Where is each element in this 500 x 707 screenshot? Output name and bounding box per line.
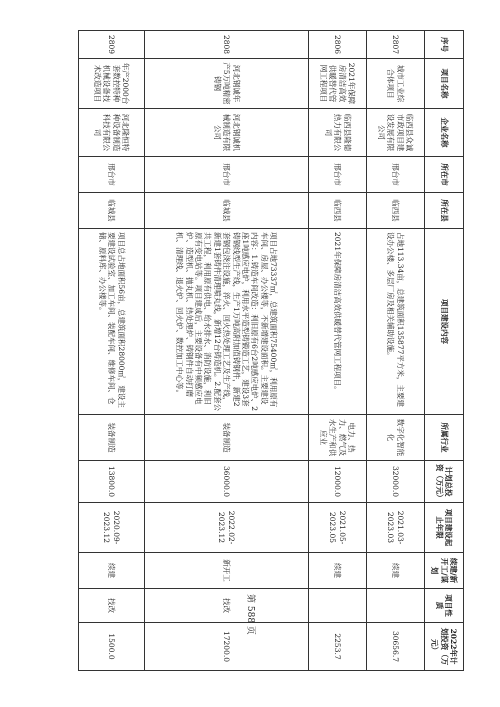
row-number: 2806: [309, 31, 367, 59]
plan-2022: 30656.7: [367, 623, 425, 671]
header-cell: 2022年计划投资（万元）: [425, 623, 464, 671]
plan-2022: 2253.7: [309, 623, 367, 671]
row-number: 2808: [145, 31, 309, 59]
industry: 装备制造: [79, 415, 145, 461]
header-cell: 序号: [425, 31, 464, 59]
header-cell: 计划总投资（万元）: [425, 461, 464, 503]
city: 邢台市: [309, 157, 367, 193]
total-investment: 13800.0: [79, 461, 145, 503]
county: 临城县: [145, 193, 309, 229]
company-name: 临西县众诚市政项目建设发展有限公司: [367, 109, 425, 157]
industry: 电力、热力、燃气及水生产和供应业: [309, 415, 367, 461]
rotated-table-wrapper: [34, 30, 464, 670]
header-cell: 续建/新开工/谋划: [425, 553, 464, 589]
project-content: 占地113.34亩，总建筑面积135877平方米，主要建设办公楼、多层厂房及相关辅助设施。: [367, 229, 425, 415]
company-name: 河北钢诚机械制造有限公司: [145, 109, 309, 157]
header-cell: 所属行业: [425, 415, 464, 461]
stage: 续建: [79, 553, 145, 589]
industry: 装备制造: [145, 415, 309, 461]
county: 临西县: [367, 193, 425, 229]
county: 临西县: [309, 193, 367, 229]
header-cell: 项目名称: [425, 59, 464, 109]
total-investment: 12000.0: [309, 461, 367, 503]
header-cell: 企业名称: [425, 109, 464, 157]
total-investment: 36000.0: [145, 461, 309, 503]
project-content: 2021年保障房清洁高效供暖替代管网工程项目。: [309, 229, 367, 415]
table-row: [145, 31, 309, 671]
period: 2022.02-2023.12: [145, 503, 309, 553]
stage: 续建: [309, 553, 367, 589]
city: 邢台市: [79, 157, 145, 193]
industry: 数字化智能化: [367, 415, 425, 461]
table-row: [79, 31, 145, 671]
header-cell: 项目性质: [425, 589, 464, 623]
company-name: 河北隆恒特种设备制造科技有限公司: [79, 109, 145, 157]
nature: 技改: [145, 589, 309, 623]
table-header-row: [425, 31, 464, 671]
period: 2021.03-2023.03: [367, 503, 425, 553]
city: 邢台市: [367, 157, 425, 193]
project-name: 2021年保障房清洁高效供暖替代管网工程项目: [309, 59, 367, 109]
company-name: 临西县隆德热力有限公司: [309, 109, 367, 157]
stage: 续建: [367, 553, 425, 589]
nature: [309, 589, 367, 623]
table-row: [309, 31, 367, 671]
county: 临城县: [79, 193, 145, 229]
header-cell: 所在县: [425, 193, 464, 229]
total-investment: 32000.0: [367, 461, 425, 503]
project-name: 城市工业综合体项目: [367, 59, 425, 109]
page-number: 第 588 页: [245, 594, 255, 635]
row-number: 2807: [367, 31, 425, 59]
project-name: 河北钢诚年产5万吨精密铸钢: [145, 59, 309, 109]
period: 2021.05-2023.05: [309, 503, 367, 553]
project-name: 年产2000台套数控特种机械设备技术改造项目: [79, 59, 145, 109]
header-cell: 所在市: [425, 157, 464, 193]
plan-2022: 1500.0: [79, 623, 145, 671]
table-row: [367, 31, 425, 671]
row-number: 2809: [79, 31, 145, 59]
nature: [367, 589, 425, 623]
project-content: 项目占地73337㎡，总建筑面积75400㎡，利用原有车间、房屋、办公楼等，不新增建设面积。主要建设内容：1.铸造车间改造：利旧原有6台2吨感应电炉、2座1吨感应电炉，利用水平造型铸锻造工艺，建设3套铸钢线型生产线，生产1万吨高附加值铸钢件，新建2套钢包浇注设施，淬火、回火热处理工艺及生产线，新建1套铸件清理喷丸线，新增12台铸造机。2.配套公共工程，利用原有供电、给水排水、消防设施，利旧原有变电站等。项目建成后，主要设备有中频感应电炉、造型机、抛丸机、热处理炉、铸钢件自动打磨机、清理线、退火炉、回火炉、数控加工中心等。: [145, 229, 309, 415]
project-content: 项目总占地面积56亩，总建筑面积28000㎡，建设主要建设试验室、加工车间、装配车间、维修车间、仓储、原料库、办公楼等。: [79, 229, 145, 415]
header-cell: 项目建设内容: [425, 229, 464, 415]
plan-2022: 17200.0: [145, 623, 309, 671]
nature: 技改: [79, 589, 145, 623]
project-table: [78, 30, 464, 671]
period: 2020.09-2023.12: [79, 503, 145, 553]
stage: 新开工: [145, 553, 309, 589]
header-cell: 项目建设起止年限: [425, 503, 464, 553]
city: 邢台市: [145, 157, 309, 193]
